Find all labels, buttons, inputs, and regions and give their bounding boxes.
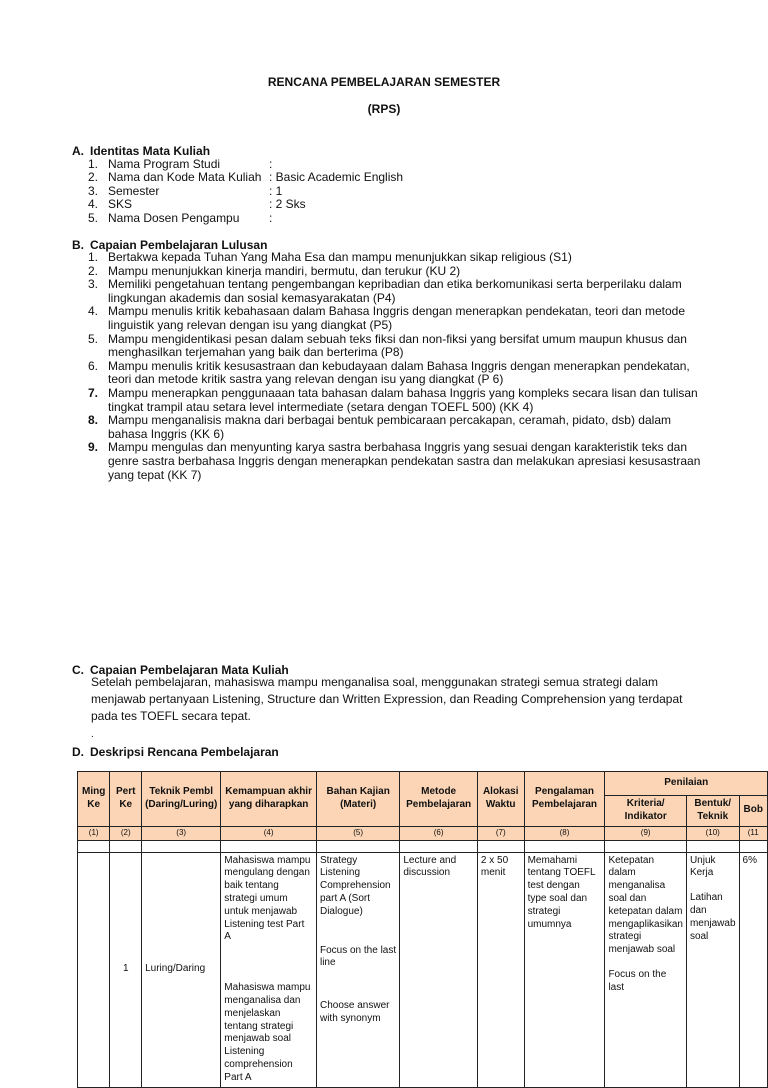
cell-bahan: Strategy Listening Comprehension part A (Sort Dialogue) Focus on the last line Choose answer with synonym <box>316 852 399 1087</box>
col-header-ming: Ming Ke <box>78 772 110 827</box>
learning-plan-table <box>77 771 768 1088</box>
col-number: (7) <box>477 826 524 840</box>
learning-outcomes-list <box>88 251 708 482</box>
col-header-bentuk: Bentuk/ Teknik <box>686 796 739 827</box>
list-item: 3. Memiliki pengetahuan tentang pengembangan kepribadian dan etika berkomunikasi serta berperilaku dalam lingkungan akademis dan sosial kemasyarakatan (P4) <box>88 277 682 305</box>
cell-bobot: 6% <box>739 852 767 1087</box>
list-item: 8. Mampu menganalisis makna dari berbagai bentuk pembicaraan percakapan, ceramah, pidato, dsb) dalam bahasa Inggris (KK 6) <box>88 413 671 441</box>
list-item: 1. Bertakwa kepada Tuhan Yang Maha Esa dan mampu menunjukkan sikap religious (S1) <box>88 250 572 264</box>
section-d-heading: D. Deskripsi Rencana Pembelajaran <box>72 745 279 759</box>
course-outcome-text: Setelah pembelajaran, mahasiswa mampu menganalisa soal, menggunakan strategi semua strategi dalam menjawab pertanyaan Listening, Structure dan Written Expression, dan Reading Comprehension yang terdapat pada tes TOEFL secara tepat. <box>91 675 683 723</box>
document-title: RENCANA PEMBELAJARAN SEMESTER <box>267 75 501 89</box>
cell-kriteria: Ketepatan dalam menganalisa soal dan ketepatan dalam mengaplikasikan strategi menjawab soal Focus on the last <box>605 852 686 1087</box>
col-number: (3) <box>142 826 221 840</box>
cell-pert: 1 <box>110 852 142 1087</box>
col-header-penilaian: Penilaian <box>605 772 768 796</box>
col-header-pert: Pert Ke <box>110 772 142 827</box>
cell-teknik: Luring/Daring <box>142 852 221 1087</box>
cell-kemampuan: Mahasiswa mampu mengulang dengan baik tentang strategi umum untuk menjawab Listening test Part A Mahasiswa mampu menganalisa dan menjelaskan tentang strategi menjawab soal Listening comprehension Part A <box>221 852 317 1087</box>
list-item: 4. Mampu menulis kritik kebahasaan dalam Bahasa Inggris dengan menerapkan pendekatan, teori dan metode linguistik yang relevan dengan isu yang diangkat (P5) <box>88 304 686 332</box>
section-b-heading: B. Capaian Pembelajaran Lulusan <box>72 238 268 252</box>
cell-metode: Lecture and discussion <box>400 852 478 1087</box>
stray-dot: . <box>91 729 94 740</box>
section-c-heading: C. Capaian Pembelajaran Mata Kuliah <box>72 663 289 677</box>
col-number: (1) <box>78 826 110 840</box>
table-header-row <box>78 772 768 796</box>
col-header-metode: Metode Pembelajaran <box>400 772 478 827</box>
cell-pengalaman: Memahami tentang TOEFL test dengan type soal dan strategi umumnya <box>524 852 605 1087</box>
cell-alokasi: 2 x 50 menit <box>477 852 524 1087</box>
section-a-heading: A. Identitas Mata Kuliah <box>72 144 211 158</box>
col-header-kemampuan: Kemampuan akhir yang diharapkan <box>221 772 317 827</box>
list-item: 7. Mampu menerapkan penggunaaan tata bahasan dalam bahasa Inggris yang kompleks secara lisan dan tulisan tingkat trampil atau setara level intermediate (setara dengan TOEFL 500) (KK 4) <box>88 385 698 414</box>
col-header-teknik: Teknik Pembl (Daring/Luring) <box>142 772 221 827</box>
col-number: (10) <box>686 826 739 840</box>
col-number: (9) <box>605 826 686 840</box>
cell-ming <box>78 852 110 1087</box>
list-item: 9. Mampu mengulas dan menyunting karya sastra berbahasa Inggris yang sesuai dengan karakteristik teks dan genre sastra berbahasa Inggris dengan menerapkan pendekatan sastra dan melakukan apresiasi kesusastraan yang tepat (KK 7) <box>88 440 701 482</box>
list-item: 5. Mampu mengidentikasi pesan dalam sebuah teks fiksi dan non-fiksi yang bersifat umum maupun khusus dan menghasilkan terjemahan yang baik dan berterima (P8) <box>88 331 687 360</box>
table-row <box>78 852 768 1087</box>
col-number: (8) <box>524 826 605 840</box>
list-item: 2. Mampu menunjukkan kinerja mandiri, bermutu, dan terukur (KU 2) <box>88 263 461 278</box>
document-subtitle: (RPS) <box>367 102 401 116</box>
col-number: (4) <box>221 826 317 840</box>
table-gap-row <box>78 840 768 852</box>
document-page: RENCANA PEMBELAJARAN SEMESTER (RPS) A. Identitas Mata Kuliah 1. Nama Program Studi : 2. Nama dan Kode Mata Kuliah : Basic Academic English 3. Semester : 1 4. SKS : 2 Sks 5. Nama Dosen Pengampu : B. Capaian Pembelajaran Lulusan 1. Bertakwa kepada Tuhan Yang Maha Esa dan mampu menunjukkan sikap religious (S1) 2. Mampu menunjukkan kinerja mandiri, bermutu, dan terukur (KU 2) 3. Memiliki pengetahuan tentang pengembangan kepribadian dan etika berkomunikasi serta berperilaku dalam lingkungan akademis dan sosial kemasyarakatan (P4) 4. Mampu menulis kritik kebahasaan dalam Bahasa Inggris dengan menerapkan pendekatan, teori dan metode linguistik yang relevan dengan isu yang diangkat (P5) 5. Mampu mengidentikasi pesan dalam sebuah teks fiksi dan non-fiksi yang bersifat umum maupun khusus dan menghasilkan terjemahan yang baik dan berterima (P8) 6. Mampu menulis kritik kesusastraan dan kebudayaan dalam Bahasa Inggris dengan menerapkan pendekatan, teori dan metode kritik sastra yang relevan dengan isu yang diangkat (P 6) 7. Mampu menerapkan penggunaaan tata bahasan dalam bahasa Inggris yang kompleks secara lisan dan tulisan tingkat trampil atau setara level intermediate (setara dengan TOEFL 500) (KK 4) 8. Mampu menganalisis makna dari berbagai bentuk pembicaraan percakapan, ceramah, pidato, dsb) dalam bahasa Inggris (KK 6) 9. Mampu mengulas dan menyunting karya sastra berbahasa Inggris yang sesuai dengan karakteristik teks dan genre sastra berbahasa Inggris dengan menerapkan pendekatan sastra dan melakukan apresiasi kesusastraan yang tepat (KK 7) C. Capaian Pembelajaran Mata Kuliah Setelah pembelajaran, mahasiswa mampu menganalisa soal, menggunakan strategi semua strategi dalam menjawab pertanyaan Listening, Structure dan Written Expression, dan Reading Comprehension yang terdapat pada tes TOEFL secara tepat. . D. Deskripsi Rencana Pembelajaran Ming Ke Pert Ke Teknik Pembl (Daring/Luring) Kemampuan akhir yang diharapkan Bahan Kajian (Materi) Metode Pembelajaran Alokasi Waktu Pengalaman Pembelajaran Penilaian Kriteria/ Indikator Bentuk/ Teknik Bob (1) (2) (3) (4) (5) (6) (7) (8) (9) (10) (11 1 Luring/Daring Mahasiswa mampu mengulang dengan baik tentang strategi umum untuk menjawab Listening test Part A Mahasiswa mampu menganalisa dan menjelaskan tentang strategi menjawab soal Listening comprehension Part A Strategy Listening Comprehension part A (Sort Dialogue) Focus on the last line Choose answer with synonym Lecture and discussion 2 x 50 menit Memahami tentang TOEFL test dengan type soal dan strategi umumnya Ketepatan dalam menganalisa soal dan ketepatan dalam mengaplikasikan strategi menjawab soal Focus on the last Unjuk Kerja Latihan dan menjawab soal 6% <box>0 0 768 1024</box>
col-header-alokasi: Alokasi Waktu <box>477 772 524 827</box>
col-header-kriteria: Kriteria/ Indikator <box>605 796 686 827</box>
list-item: 6. Mampu menulis kritik kesusastraan dan kebudayaan dalam Bahasa Inggris dengan menerapkan pendekatan, teori dan metode kritik sastra yang relevan dengan isu yang diangkat (P 6) <box>88 358 690 387</box>
column-number-row <box>78 826 768 840</box>
col-header-bahan: Bahan Kajian (Materi) <box>316 772 399 827</box>
col-number: (2) <box>110 826 142 840</box>
col-number: (11 <box>739 826 767 840</box>
col-number: (5) <box>316 826 399 840</box>
col-header-pengalaman: Pengalaman Pembelajaran <box>524 772 605 827</box>
cell-bentuk: Unjuk Kerja Latihan dan menjawab soal <box>686 852 739 1087</box>
col-number: (6) <box>400 826 478 840</box>
col-header-bobot: Bob <box>739 796 767 827</box>
